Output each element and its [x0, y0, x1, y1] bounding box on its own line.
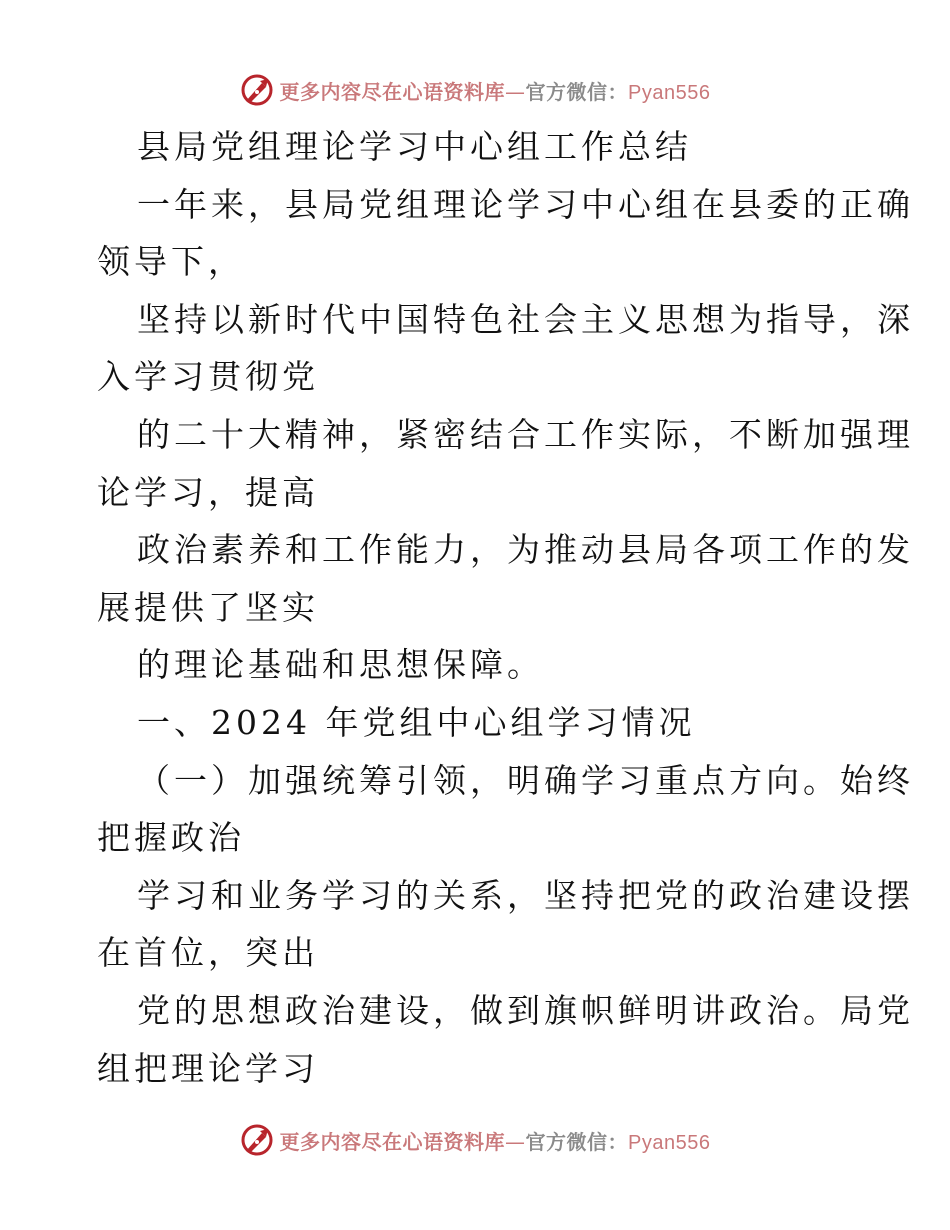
paragraph-line: （一）加强统筹引领，明确学习重点方向。始终 [137, 760, 914, 800]
document-body [97, 118, 914, 1097]
paragraph-line: 党的思想政治建设，做到旗帜鲜明讲政治。局党 [137, 990, 914, 1030]
paragraph-line: 政治素养和工作能力，为推动县局各项工作的发 [137, 530, 914, 570]
banner-label: 官方微信： [525, 79, 629, 104]
paragraph-line: 学习和业务学习的关系，坚持把党的政治建设摆 [137, 875, 914, 915]
paragraph-line: 入学习贯彻党 [97, 357, 319, 397]
section-heading: 一、2024 年党组中心组学习情况 [137, 702, 696, 742]
banner-separator: — [505, 79, 526, 104]
banner-separator: — [505, 1129, 526, 1154]
paragraph-line: 把握政治 [97, 818, 245, 858]
banner-brand: 更多内容尽在心语资料库 [279, 79, 506, 104]
paragraph-line: 展提供了坚实 [97, 587, 319, 627]
paragraph-line: 的理论基础和思想保障。 [137, 645, 544, 685]
paragraph-line: 在首位，突出 [97, 933, 319, 973]
paragraph-line: 坚持以新时代中国特色社会主义思想为指导，深 [137, 299, 914, 339]
paragraph-line: 论学习，提高 [97, 472, 319, 512]
document-title: 县局党组理论学习中心组工作总结 [137, 127, 692, 166]
paragraph-line: 一年来，县局党组理论学习中心组在县委的正确 [137, 184, 914, 224]
paragraph-line: 组把理论学习 [97, 1048, 319, 1088]
paragraph-line: 领导下， [97, 242, 245, 282]
paragraph-line: 的二十大精神，紧密结合工作实际，不断加强理 [137, 414, 914, 454]
banner-contact: Pyan556 [628, 81, 711, 104]
pen-nib-icon [240, 73, 274, 107]
banner-text [280, 1126, 711, 1155]
banner-brand: 更多内容尽在心语资料库 [279, 1129, 506, 1154]
banner-contact: Pyan556 [628, 1131, 711, 1154]
banner-label: 官方微信： [525, 1129, 629, 1154]
pen-nib-icon [240, 1123, 274, 1157]
footer-banner [0, 1120, 950, 1160]
banner-text [280, 76, 711, 105]
header-banner [0, 70, 950, 110]
